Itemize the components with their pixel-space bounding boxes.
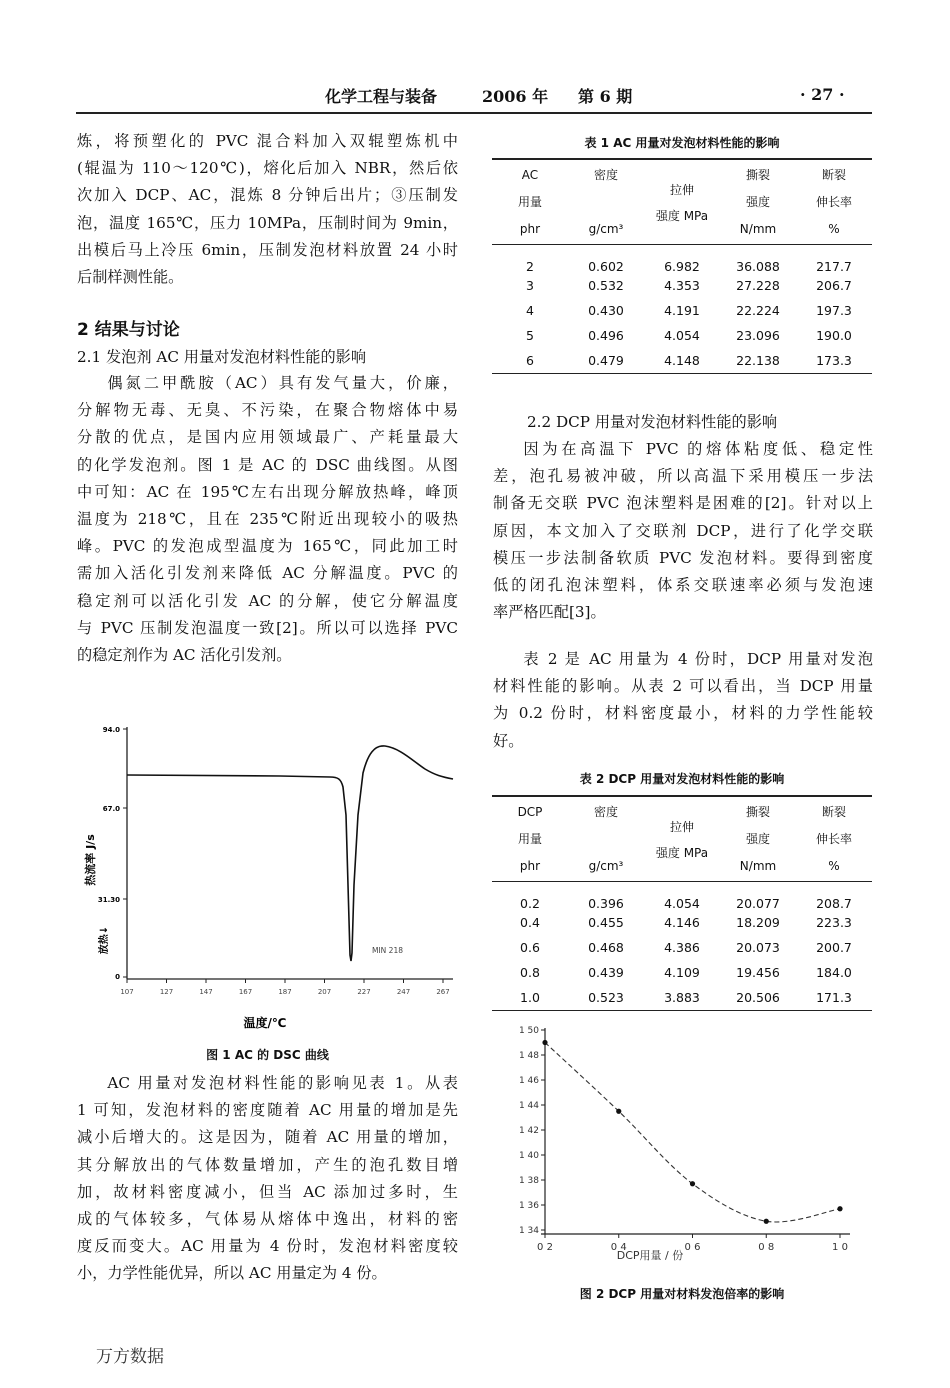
table-cell: 0.455: [588, 915, 624, 931]
fig2-ytick-label: 1 48: [518, 1051, 539, 1061]
text-line: 需加入活化引发剂来降低 AC 分解温度。PVC 的: [77, 564, 458, 583]
fig2-series-line: [545, 1043, 840, 1222]
table-cell: 0.468: [588, 940, 624, 956]
table-cell: 184.0: [816, 964, 852, 980]
table-cell: 20.506: [736, 989, 780, 1005]
left-para-3: [77, 1070, 458, 1288]
text-line: 小，力学性能优异，所以 AC 用量定为 4 份。: [77, 1264, 387, 1283]
t1-head-c4-b: 强度: [745, 194, 770, 209]
dsc-xtick-label: 107: [120, 988, 134, 996]
fig2-data-point: [616, 1109, 621, 1114]
table-cell: 5: [526, 327, 534, 343]
table-cell: 0.523: [588, 989, 624, 1005]
text-line: 泡，温度 165℃，压力 10MPa，压制时间为 9min，: [77, 213, 458, 232]
table-cell: 2: [526, 258, 534, 274]
table-cell: 0.496: [588, 327, 624, 343]
table-cell: 0.439: [588, 964, 624, 980]
t1-head-c5-c: %: [828, 221, 840, 236]
t2-head-c2-c: g/cm³: [588, 858, 624, 873]
subsection-2-1-heading: 2.1 发泡剂 AC 用量对发泡材料性能的影响: [77, 348, 367, 366]
dsc-curve: [127, 746, 453, 961]
left-para-2: [77, 370, 458, 669]
table-1: [492, 158, 872, 374]
table-cell: 4.054: [664, 327, 700, 343]
t2-head-c1-b: 用量: [517, 831, 542, 846]
table-cell: 0.4: [520, 915, 540, 931]
dsc-exo-label: 放热↓: [99, 925, 110, 955]
dsc-xtick-label: 267: [436, 988, 450, 996]
table-cell: 0.430: [588, 303, 624, 319]
fig2-ytick-label: 1 42: [518, 1126, 539, 1136]
table-cell: 4.109: [664, 964, 700, 980]
table-cell: 36.088: [736, 258, 780, 274]
page-number: · 27 ·: [800, 85, 845, 104]
journal-issue: 第 6 期: [578, 87, 633, 106]
table-cell: 4.148: [664, 352, 700, 368]
t1-head-c1-c: phr: [519, 221, 541, 236]
t1-head-c1-a: AC: [521, 167, 539, 182]
dsc-xtick-label: 187: [278, 988, 292, 996]
dsc-ytick-3: 31.30: [97, 896, 120, 904]
table-cell: 223.3: [816, 915, 852, 931]
text-line: 低的闭孔泡沫塑料，体系交联速率必须与发泡速: [493, 576, 873, 595]
t1-head-c2-a: 密度: [593, 167, 618, 182]
table-cell: 4.054: [664, 895, 700, 911]
text-line: 表 2 是 AC 用量为 4 份时，DCP 用量对发泡: [523, 650, 873, 668]
text-line: 成的气体较多，气体易从熔体中逸出，材料的密: [77, 1210, 458, 1229]
table-row: [492, 274, 872, 299]
table-cell: 171.3: [816, 989, 852, 1005]
section-2-heading: 2 结果与讨论: [77, 320, 180, 340]
t1-head-c3-b: 强度 MPa: [655, 208, 709, 223]
text-line: AC 用量对发泡材料性能的影响见表 1。从表: [107, 1074, 458, 1092]
figure-1-caption: 图 1 AC 的 DSC 曲线: [206, 1048, 329, 1062]
text-line: 模压一步法制备软质 PVC 发泡材料。要得到密度: [493, 548, 873, 567]
fig2-ytick-label: 1 36: [518, 1201, 539, 1211]
text-line: 偶氮二甲酰胺（AC）具有发气量大，价廉，: [107, 374, 458, 392]
text-line: 分解物无毒、无臭、不污染，在聚合物熔体中易: [77, 401, 458, 420]
dsc-xtick-label: 147: [199, 988, 213, 996]
text-line: 好。: [493, 731, 524, 750]
t2-head-c1-c: phr: [519, 858, 541, 873]
text-line: 后制样测性能。: [77, 268, 184, 287]
table-row: [492, 245, 872, 274]
t2-head-c2-a: 密度: [593, 804, 618, 819]
text-line: 其分解放出的气体数量增加，产生的泡孔数目增: [77, 1155, 458, 1174]
table-row: [492, 960, 872, 985]
table-cell: 20.077: [736, 895, 780, 911]
dsc-xtick-label: 247: [396, 988, 411, 996]
text-line: 中可知：AC 在 195℃左右出现分解放热峰，峰顶: [77, 482, 458, 501]
text-line: 加，故材料密度减小，但当 AC 添加过多时，生: [77, 1182, 458, 1201]
t1-head-c5-b: 伸长率: [815, 194, 852, 209]
table-2: [492, 795, 872, 1011]
fig2-xtick-label: 0 2: [537, 1242, 553, 1253]
table-cell: 3.883: [664, 989, 700, 1005]
text-line: 稳定剂可以活化引发 AC 的分解，使它分解温度: [77, 591, 458, 610]
text-line: 率严格匹配[3]。: [493, 603, 606, 622]
table-row: [492, 911, 872, 936]
table-cell: 4: [526, 303, 534, 319]
dsc-ytick-4: 0: [115, 973, 120, 981]
dsc-xtick-label: 167: [238, 988, 253, 996]
table-cell: 208.7: [816, 895, 852, 911]
text-line: 制备无交联 PVC 泡沫塑料是困难的[2]。针对以上: [493, 494, 873, 513]
fig2-data-point: [764, 1219, 769, 1224]
right-para-4: [493, 436, 873, 626]
t1-head-c5-a: 断裂: [821, 167, 846, 182]
t1-head-c4-a: 撕裂: [745, 167, 770, 182]
header-rule: [76, 112, 872, 114]
table-cell: 206.7: [816, 278, 852, 294]
fig2-xtick-label: 0 4: [610, 1242, 627, 1253]
table-cell: 4.386: [664, 940, 700, 956]
t1-head-c2-c: g/cm³: [588, 221, 624, 236]
table-cell: 217.7: [816, 258, 852, 274]
fig2-xlabel: DCP用量 / 份: [616, 1249, 684, 1262]
dsc-ylabel: 热流率 J/s: [84, 834, 97, 886]
table-cell: 6.982: [664, 258, 700, 274]
text-line: 次加入 DCP、AC，混炼 8 分钟后出片；③压制发: [77, 186, 458, 205]
fig2-xtick-label: 0 8: [758, 1242, 775, 1253]
table-cell: 190.0: [816, 327, 852, 343]
fig2-ytick-label: 1 44: [518, 1101, 539, 1111]
right-para-5: [493, 646, 873, 755]
table-cell: 22.138: [736, 352, 780, 368]
fig2-xtick-label: 0 6: [684, 1242, 701, 1253]
table-cell: 173.3: [816, 352, 852, 368]
table-cell: 0.479: [588, 352, 624, 368]
text-line: 减小后增大的。这是因为，随着 AC 用量的增加，: [77, 1128, 458, 1147]
journal-year: 2006 年: [482, 87, 549, 106]
fig2-data-point: [542, 1040, 547, 1045]
fig2-ytick-label: 1 38: [518, 1176, 539, 1186]
table-row: [492, 882, 872, 911]
table-cell: 27.228: [736, 278, 780, 294]
table-cell: 1.0: [520, 989, 540, 1005]
t1-head-c1-b: 用量: [517, 194, 542, 209]
dsc-xlabel: 温度/℃: [243, 1016, 287, 1030]
table-cell: 0.8: [520, 964, 540, 980]
table-cell: 19.456: [736, 964, 780, 980]
table-cell: 20.073: [736, 940, 780, 956]
text-line: 为 0.2 份时，材料密度最小，材料的力学性能较: [493, 704, 873, 723]
table-cell: 0.396: [588, 895, 624, 911]
table-1-title: 表 1 AC 用量对发泡材料性能的影响: [584, 136, 780, 150]
t2-head-c3-b: 强度 MPa: [655, 845, 709, 860]
t2-head-c4-a: 撕裂: [745, 804, 770, 819]
text-line: 峰。PVC 的发泡成型温度为 165℃，同此加工时: [77, 537, 458, 556]
t2-head-c1-a: DCP: [517, 804, 543, 819]
dsc-xtick-label: 127: [159, 988, 174, 996]
dsc-xtick-label: 227: [357, 988, 371, 996]
t1-head-c3-a: 拉伸: [669, 182, 694, 197]
table-cell: 23.096: [736, 327, 780, 343]
text-line: 温度为 218℃，且在 235℃附近出现较小的吸热: [77, 510, 458, 529]
table-cell: 22.224: [736, 303, 780, 319]
table-cell: 6: [526, 352, 534, 368]
dcp-chart: [495, 1018, 870, 1263]
dsc-ytick-2: 67.0: [102, 805, 120, 813]
table-row: [492, 323, 872, 348]
table-cell: 4.146: [664, 915, 700, 931]
text-line: 的稳定剂作为 AC 活化引发剂。: [77, 646, 292, 665]
fig2-ytick-label: 1 50: [518, 1026, 539, 1036]
t2-head-c5-c: %: [828, 858, 840, 873]
t2-head-c3-a: 拉伸: [669, 819, 694, 834]
text-line: 因为在高温下 PVC 的熔体粘度低、稳定性: [523, 440, 873, 458]
footer-watermark: 万方数据: [96, 1347, 164, 1367]
text-line: 炼，将预塑化的 PVC 混合料加入双辊塑炼机中: [77, 132, 458, 150]
table-cell: 0.2: [520, 895, 540, 911]
left-para-1: [77, 128, 458, 291]
fig2-ytick-label: 1 34: [518, 1226, 539, 1236]
text-line: 分散的优点，是国内应用领域最广、产耗量最大: [77, 428, 458, 447]
text-line: 与 PVC 压制发泡温度一致[2]。所以可以选择 PVC: [77, 618, 458, 637]
table-cell: 4.191: [664, 303, 700, 319]
table-2-title: 表 2 DCP 用量对发泡材料性能的影响: [579, 772, 785, 786]
dsc-ytick-1: 94.0: [102, 726, 120, 734]
table-cell: 0.6: [520, 940, 540, 956]
table-cell: 3: [526, 278, 534, 294]
table-cell: 200.7: [816, 940, 852, 956]
table-cell: 197.3: [816, 303, 852, 319]
text-line: 材料性能的影响。从表 2 可以看出，当 DCP 用量: [493, 677, 873, 696]
table-row: [492, 298, 872, 323]
table-row: [492, 348, 872, 373]
fig2-ytick-label: 1 40: [518, 1151, 539, 1161]
figure-2-caption: 图 2 DCP 用量对材料发泡倍率的影响: [579, 1287, 785, 1301]
fig2-data-point: [690, 1181, 695, 1186]
t2-head-c4-c: N/mm: [739, 858, 777, 873]
text-line: 出模后马上冷压 6min，压制发泡材料放置 24 小时: [77, 240, 458, 259]
fig2-ytick-label: 1 46: [518, 1076, 539, 1086]
text-line: 差，泡孔易被冲破，所以高温下采用模压一步法: [493, 467, 873, 486]
text-line: 1 可知，发泡材料的密度随着 AC 用量的增加是先: [77, 1101, 458, 1120]
fig2-data-point: [837, 1206, 842, 1211]
fig2-xtick-label: 1 0: [832, 1242, 848, 1253]
text-line: (辊温为 110～120℃)，熔化后加入 NBR，然后依: [77, 159, 458, 178]
table-cell: 0.602: [588, 258, 624, 274]
text-line: 原因，本文加入了交联剂 DCP，进行了化学交联: [493, 521, 873, 540]
t2-head-c4-b: 强度: [745, 831, 770, 846]
table-cell: 4.353: [664, 278, 700, 294]
dsc-peak-label: MIN 218: [372, 946, 403, 955]
text-line: 的化学发泡剂。图 1 是 AC 的 DSC 曲线图。从图: [77, 455, 458, 474]
subsection-2-2-heading: 2.2 DCP 用量对发泡材料性能的影响: [527, 413, 778, 431]
t2-head-c5-a: 断裂: [821, 804, 846, 819]
t2-head-c5-b: 伸长率: [815, 831, 852, 846]
table-row: [492, 935, 872, 960]
table-cell: 18.209: [736, 915, 780, 931]
dsc-figure: [80, 715, 465, 1035]
table-row: [492, 985, 872, 1010]
table-cell: 0.532: [588, 278, 624, 294]
dsc-xtick-label: 207: [317, 988, 332, 996]
t1-head-c4-c: N/mm: [739, 221, 777, 236]
text-line: 度反而变大。AC 用量为 4 份时，发泡材料密度较: [77, 1237, 458, 1256]
journal-name: 化学工程与装备: [325, 87, 438, 106]
